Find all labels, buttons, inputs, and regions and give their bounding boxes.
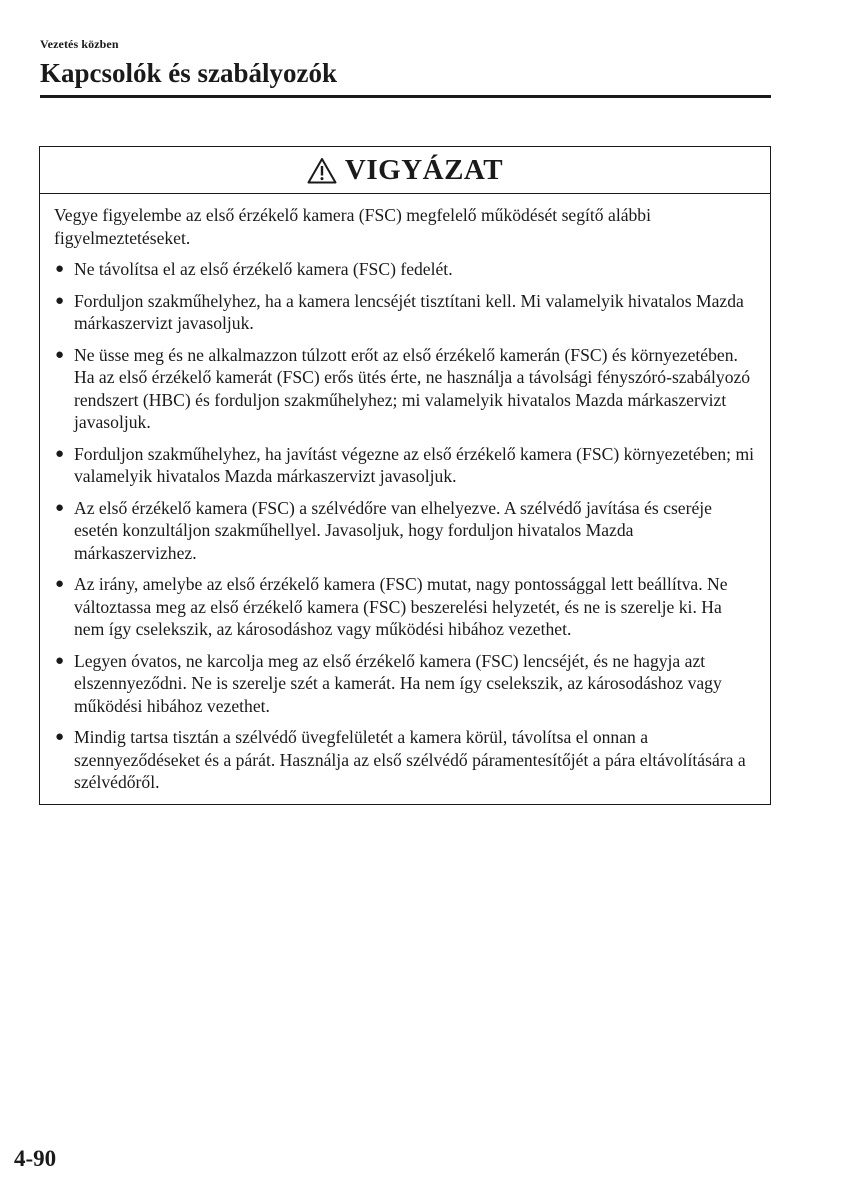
list-item [54,573,756,641]
bullet-icon: ● [55,576,65,592]
list-item-text: Az első érzékelő kamera (FSC) a szélvédőre van elhelyezve. A szélvédő javítása és cseréje esetén konzultáljon szakműhellyel. Javasoljuk, hogy forduljon hivatalos Mazda márkaszervizhez. [74,497,712,563]
warning-triangle-icon [307,157,337,184]
bullet-icon: ● [55,346,65,363]
bullet-icon: ● [55,499,65,516]
warning-list [54,258,756,794]
list-item-text: Forduljon szakműhelyhez, ha javítást végezne az első érzékelő kamera (FSC) környezetében; mi valamelyik hivatalos Mazda márkaszervizt javasoljuk. [74,443,755,486]
list-item-text: Ne üsse meg és ne alkalmazzon túlzott erőt az első érzékelő kamerán (FSC) és környezetében. Ha az első érzékelő kamerát (FSC) erős ütés érte, ne használja a távolsági fényszóró-szabályozó rendszert (HBC) és forduljon szakműhelyhez; mi valamelyik hivatalos Mazda márkaszervizt javasoljuk. [74,344,751,432]
bullet-icon: ● [55,652,65,669]
bullet-icon: ● [55,261,65,277]
bullet-icon: ● [55,729,65,745]
section-label: Vezetés közben [40,37,119,51]
list-item-text: Forduljon szakműhelyhez, ha a kamera lencséjét tisztítani kell. Mi valamelyik hivatalos Mazda márkaszervizt javasoljuk. [74,290,744,333]
page-number: 4-90 [14,1146,57,1171]
warning-header [40,147,770,194]
list-item [54,258,756,281]
list-item-text: Ne távolítsa el az első érzékelő kamera (FSC) fedelét. [74,259,453,279]
list-item-text: Legyen óvatos, ne karcolja meg az első érzékelő kamera (FSC) lencséjét, és ne hagyja azt elszennyeződni. Ne is szerelje szét a kamerát. Ha nem így cselekszik, az károsodáshoz vagy működési hibához vezethet. [74,650,722,716]
page-title: Kapcsolók és szabályozók [40,58,338,88]
list-item [54,443,756,488]
warning-box [39,146,771,805]
bullet-icon: ● [55,445,65,462]
list-item [54,290,756,335]
list-item-text: Az irány, amelybe az első érzékelő kamera (FSC) mutat, nagy pontossággal lett beállítva. Ne változtassa meg az első érzékelő kamera (FSC) beszerelési helyzetét, és ne is szerelje ki. Ha nem így cselekszik, az károsodáshoz vagy működési hibához vezethet. [74,574,728,639]
list-item [54,726,756,794]
warning-title: VIGYÁZAT [344,153,504,186]
title-divider [40,95,771,98]
list-item [54,497,756,565]
list-item [54,344,756,434]
list-item-text: Mindig tartsa tisztán a szélvédő üvegfelületét a kamera körül, távolítsa el onnan a szennyeződéseket és a párát. Használja az első szélvédő páramentesítőjét a pára eltávolítására a szélvédőről. [74,727,746,792]
warning-intro: Vegye figyelembe az első érzékelő kamera (FSC) megfelelő működését segítő alábbi figyelmeztetéseket. [54,205,651,248]
list-item [54,650,756,718]
warning-body [40,194,770,804]
bullet-icon: ● [55,292,65,309]
